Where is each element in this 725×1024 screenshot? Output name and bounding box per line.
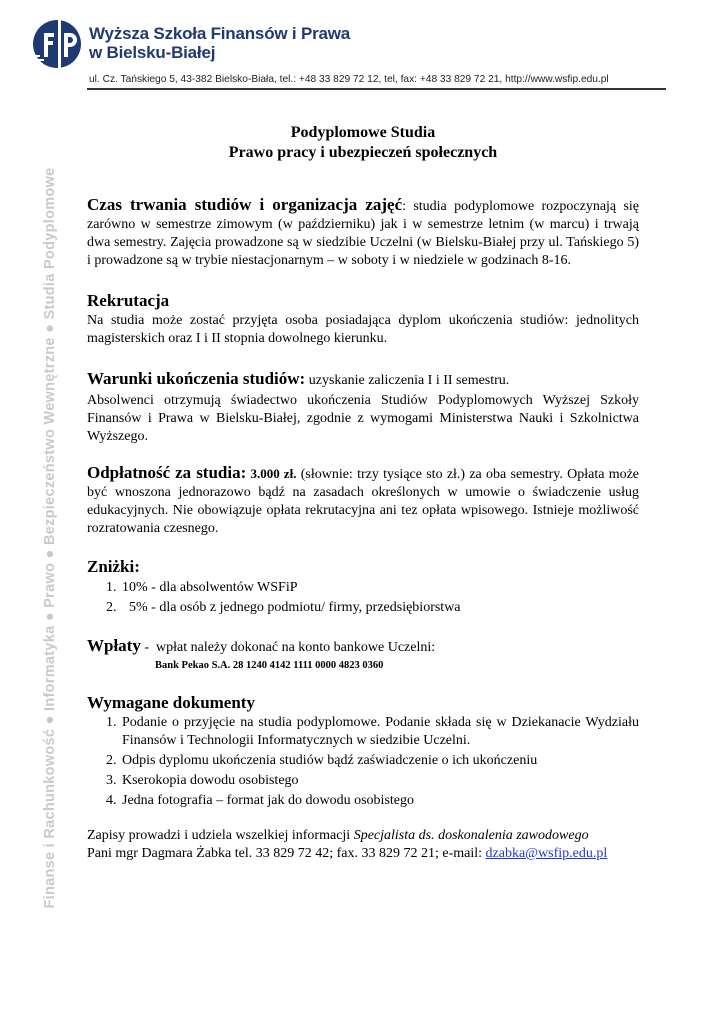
wplaty-heading: Wpłaty (87, 636, 141, 655)
warunki-text: Absolwenci otrzymują świadectwo ukończenia Studiów Podyplomowych Wyższej Szkoły Finansów i Prawa w Bielsku-Białej, zgodnie z wymogami Ministerstwa Nauki i Szkolnictwa Wyższego. (87, 393, 639, 444)
title-line2: Prawo pracy i ubezpieczeń społecznych (228, 144, 498, 161)
section-warunki (87, 368, 639, 446)
school-name-line2: w Bielsku-Białej (89, 43, 216, 62)
section-rekrutacja (87, 290, 639, 348)
warunki-heading: Warunki ukończenia studiów: (87, 369, 306, 388)
list-item: 4. Jedna fotografia – format jak do dowodu osobistego (120, 792, 639, 810)
oplata-heading: Odpłatność za studia: (87, 463, 247, 482)
bank-account: Bank Pekao S.A. 28 1240 4142 1111 0000 4823 0360 (155, 660, 384, 671)
rekrutacja-text: Na studia może zostać przyjęta osoba posiadająca dyplom ukończenia studiów: jednolitych magisterskich oraz I i II stopnia dowolnego kierunku. (87, 313, 639, 346)
side-faculties-text: Finanse i Rachunkowość ● Informatyka ● Prawo ● Bezpieczeństwo Wewnętrzne ● Studia Podyplomowe (42, 167, 58, 909)
zapisy-role: Specjalista ds. doskonalenia zawodowego (353, 828, 589, 843)
list-item: 2. Odpis dyplomu ukończenia studiów bądź zaświadczenie o ich ukończeniu (120, 752, 639, 770)
school-name (89, 24, 350, 62)
wplaty-heading-line (87, 636, 639, 658)
wplaty-text: - wpłat należy dokonać na konto bankowe Uczelni: (140, 640, 436, 655)
czas-heading: Czas trwania studiów i organizacja zajęć (87, 195, 403, 214)
school-logo (32, 19, 86, 69)
title-line1: Podyplomowe Studia (290, 124, 436, 141)
oplata-price: 3.000 zł. (250, 466, 297, 481)
zapisy-contact: Pani mgr Dagmara Żabka tel. 33 829 72 42; fax. 33 829 72 21; e-mail: (87, 846, 486, 861)
section-zapisy (87, 827, 639, 863)
warunki-lead: uzyskanie zaliczenia I i II semestru. (305, 373, 510, 388)
school-name-line1: Wyższa Szkoła Finansów i Prawa (89, 24, 351, 43)
email-link[interactable]: dzabka@wsfip.edu.pl (485, 846, 608, 861)
oplata-text: (słownie: trzy tysiące sto zł.) za oba semestry. Opłata może być wnoszona jednorazowo bądź na zasadach określonych w umowie o świadczenie usług edukacyjnych. Nie obowiązuje opłata rekrutacyjna ani tez opłata wpisowego. Istnieje możliwość rozratowania czesnego. (87, 467, 640, 536)
section-czas (87, 196, 639, 270)
section-dokumenty (87, 692, 639, 810)
czas-text: : studia podyplomowe rozpoczynają się zarówno w semestrze zimowym (w październiku) jak i w semestrze letnim (w marcu) i trwają dwa semestry. Zajęcia prowadzone są w siedzibie Uczelni (w Bielsku-Białej przy ul. Tańskiego 5) i prowadzone są w trybie niestacjonarnym – w soboty i w niedziele w godzinach 8-16. (87, 199, 640, 268)
zapisy-line1 (87, 827, 639, 845)
dokumenty-list (87, 714, 639, 810)
rekrutacja-heading: Rekrutacja (87, 291, 170, 310)
list-item: 1. Podanie o przyjęcie na studia podyplomowe. Podanie składa się w Dziekanacie Wydziału Finansów i Technologii Informatycznych w siedzibie Uczelni. (120, 714, 639, 750)
header-address: ul. Cz. Tańskiego 5, 43-382 Bielsko-Biała, tel.: +48 33 829 72 12, tel, fax: +48 33 829 72 21, http://www.wsfip.edu.pl (89, 74, 609, 85)
section-znizki (87, 556, 639, 618)
header-divider (87, 88, 666, 90)
document-title (87, 123, 639, 163)
list-item: 2. 5% - dla osób z jednego podmiotu/ firmy, przedsiębiorstwa (120, 598, 639, 618)
znizki-list (87, 578, 639, 618)
warunki-heading-line (87, 368, 639, 392)
document-body (87, 196, 639, 863)
dokumenty-heading: Wymagane dokumenty (87, 693, 255, 712)
znizki-heading: Zniżki: (87, 557, 140, 576)
zapisy-line2 (87, 845, 639, 863)
list-item: 1. 10% - dla absolwentów WSFiP (120, 578, 639, 598)
list-item: 3. Kserokopia dowodu osobistego (120, 772, 639, 790)
section-wplaty (87, 636, 639, 674)
zapisy-lead: Zapisy prowadzi i udziela wszelkiej informacji (87, 828, 354, 843)
section-oplata (87, 464, 639, 538)
